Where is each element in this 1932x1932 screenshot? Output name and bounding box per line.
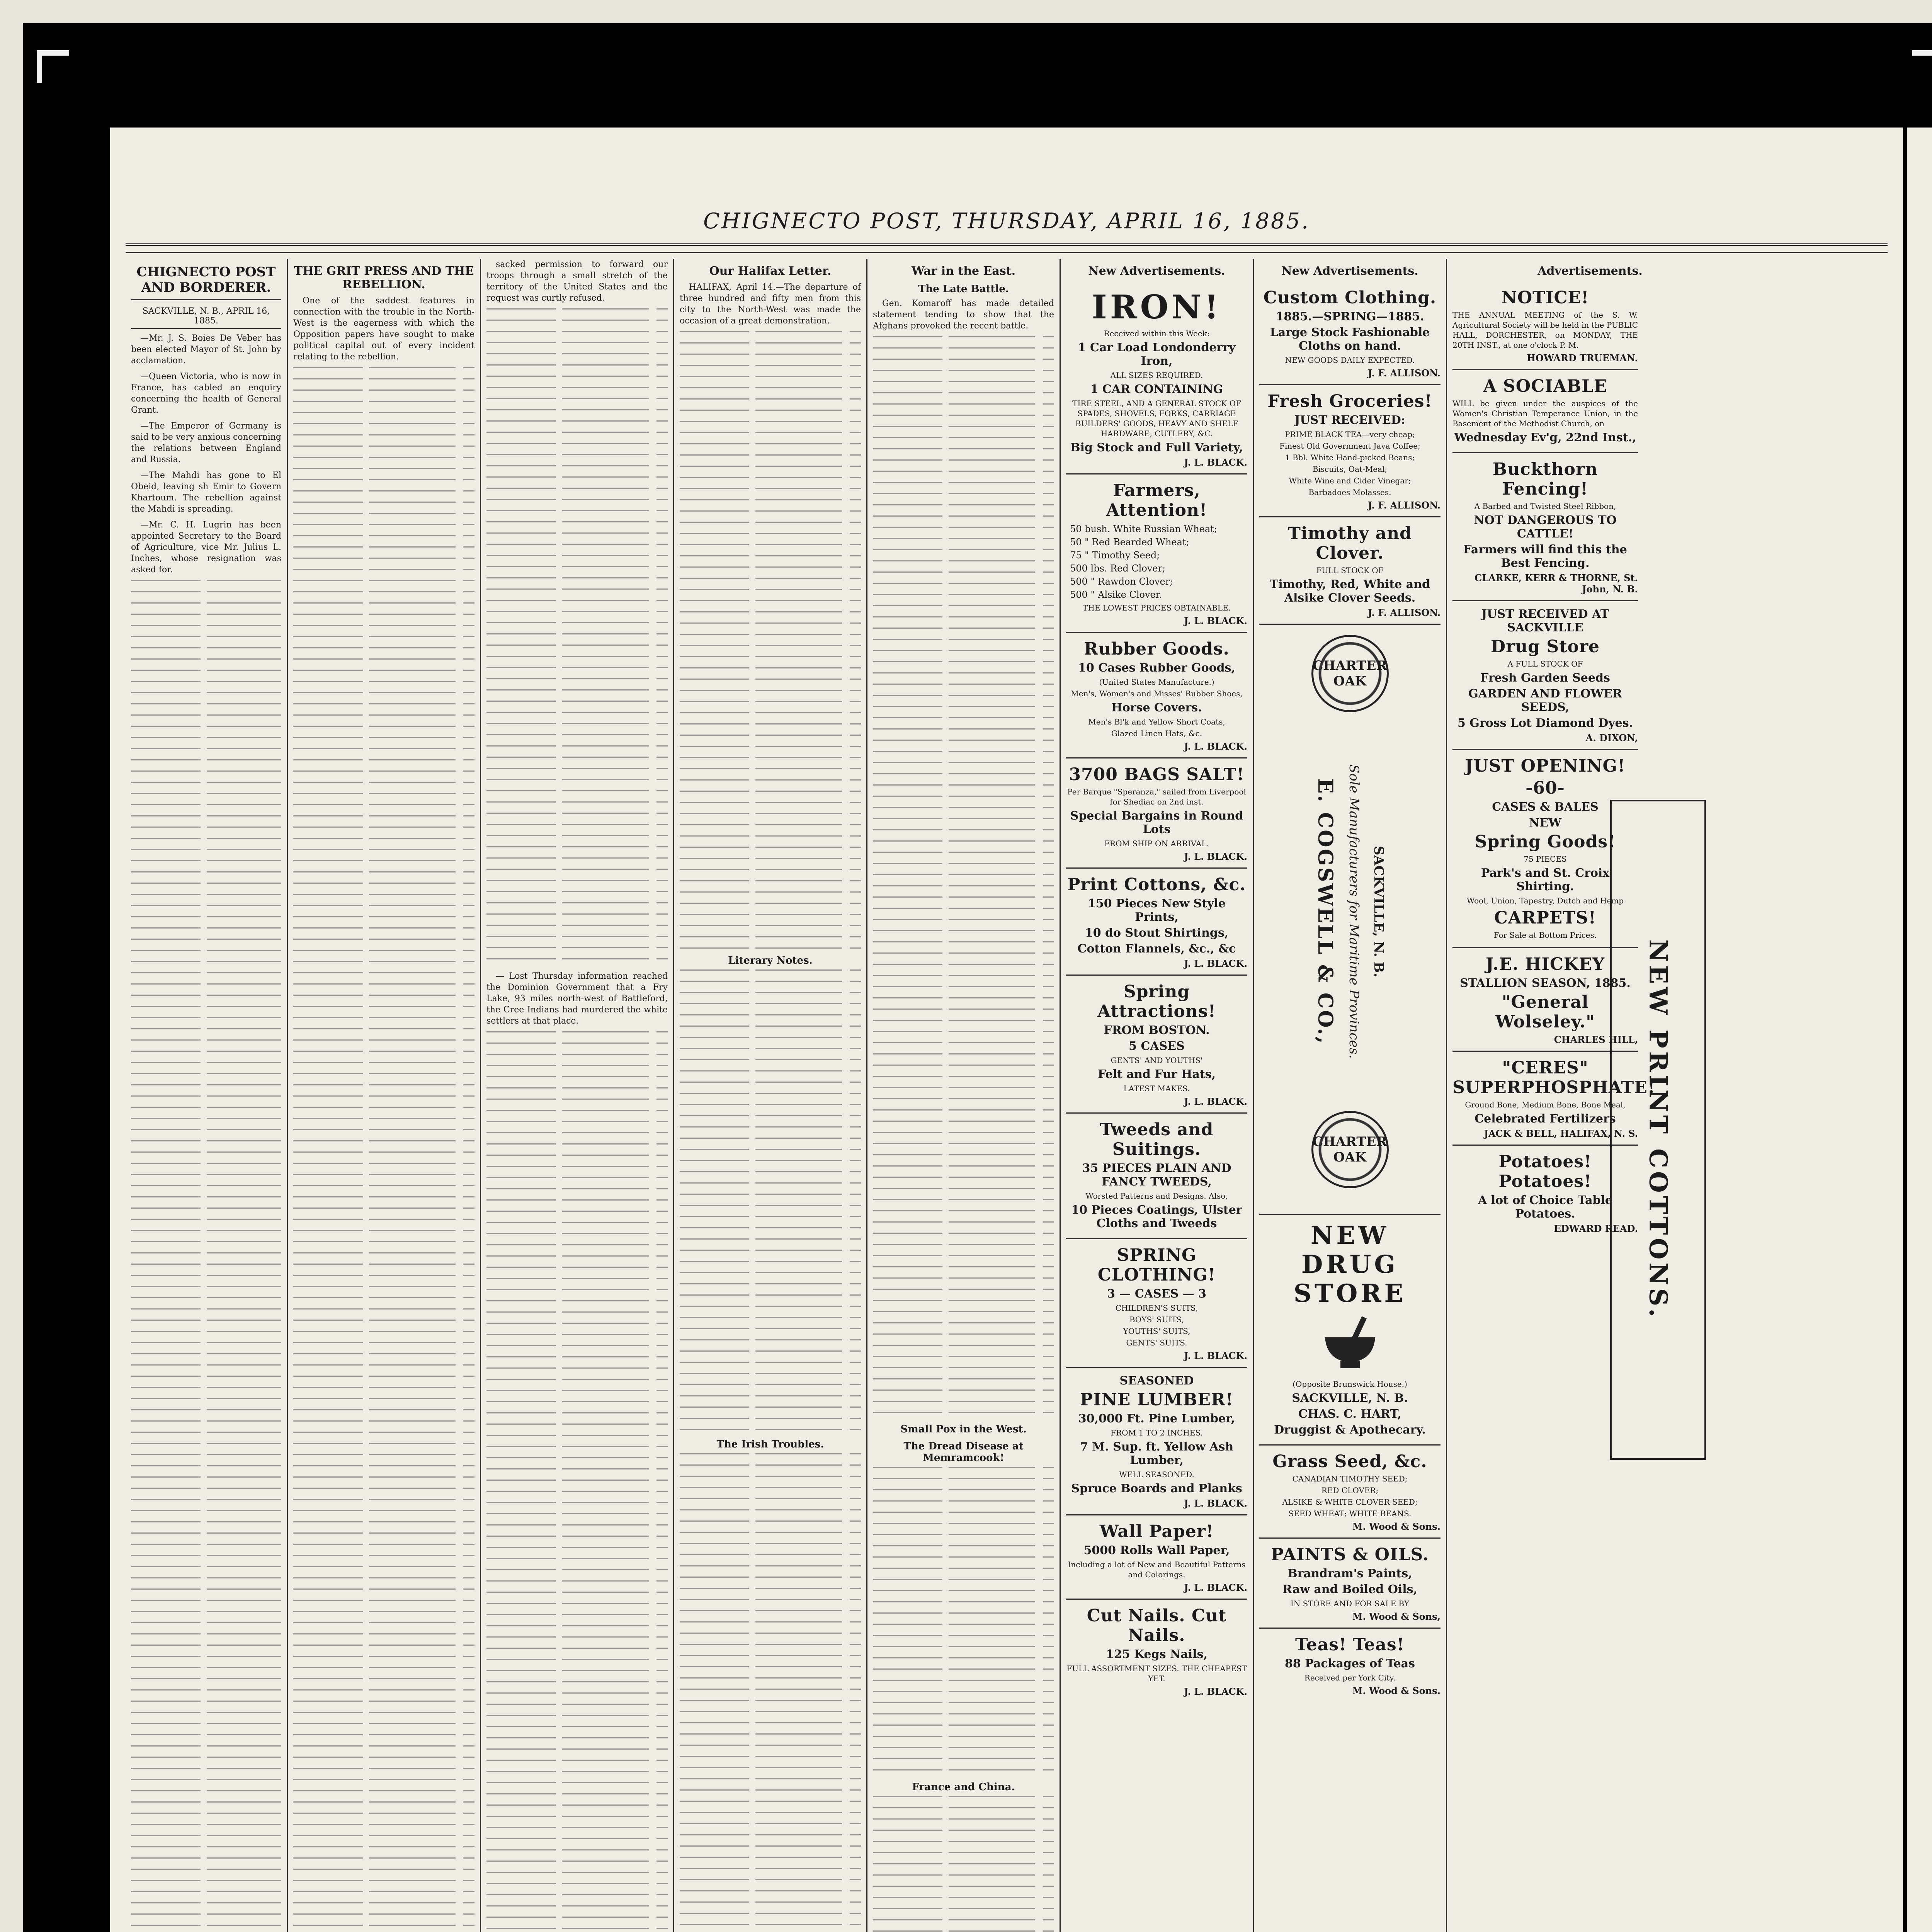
article-paragraph: One of the saddest features in connection with the trouble in the North-West is the eagerness with which the Opposition papers have sought to make political capital out of every incident relating to the rebellion. — [293, 296, 474, 362]
masthead: CHIGNECTO POST, THURSDAY, APRIL 16, 1885. — [703, 209, 1310, 234]
ad-line: TIRE STEEL, AND A GENERAL STOCK OF SPADES, SHOVELS, FORKS, CARRIAGE BUILDERS' GOODS, HEAVY AND SHELF HARDWARE, CUTLERY, &C. — [1072, 399, 1241, 438]
vertical-banner — [1610, 800, 1706, 1460]
ad-headline: 3700 BAGS SALT! — [1069, 765, 1245, 784]
ad-signature: M. Wood & Sons. — [1352, 1685, 1440, 1696]
ad-cogswell-ranges — [1259, 625, 1440, 1215]
ad-line: Received per York City. — [1304, 1673, 1396, 1682]
ad-sackville-drug-store — [1452, 601, 1638, 750]
body-text-block — [680, 1453, 861, 1932]
columns — [126, 259, 1888, 1932]
ad-line: Received within this Week: — [1104, 329, 1210, 338]
ad-headline: Grass Seed, &c. — [1272, 1452, 1427, 1471]
ad-line: 500 lbs. Red Clover; — [1070, 563, 1166, 574]
ad-iron — [1066, 282, 1247, 474]
masthead-rule-thin — [126, 252, 1888, 253]
section-heading: Literary Notes. — [728, 955, 813, 966]
ad-sociable — [1452, 370, 1638, 453]
column-black-ads — [1061, 259, 1254, 1932]
ad-line: GARDEN AND FLOWER SEEDS, — [1468, 687, 1622, 714]
ad-line: JUST RECEIVED: — [1294, 413, 1405, 427]
body-text-block — [873, 336, 1054, 1418]
ad-signature: J. L. BLACK. — [1184, 457, 1247, 468]
article-paragraph: sacked permission to forward our troops through a small stretch of the territory of the United States and the request was curtly refused. — [486, 260, 668, 303]
ad-line: Timothy, Red, White and Alsike Clover Seeds. — [1270, 578, 1430, 605]
ad-line: Per Barque "Speranza," sailed from Liverpool for Shediac on 2nd inst. — [1067, 787, 1246, 806]
section-heading: The Irish Troubles. — [716, 1439, 824, 1450]
column-grit-press — [288, 259, 481, 1932]
ad-line: Felt and Fur Hats, — [1098, 1068, 1216, 1081]
body-text-block — [131, 580, 281, 1932]
ad-line: Cotton Flannels, &c., &c — [1077, 942, 1236, 956]
ad-headline: Fresh Groceries! — [1267, 391, 1432, 411]
ad-timothy-clover — [1259, 517, 1440, 625]
ad-headline: Custom Clothing. — [1263, 288, 1437, 308]
ad-headline: Potatoes! Potatoes! — [1498, 1152, 1592, 1191]
ad-line: Spring Goods! — [1475, 832, 1616, 852]
ad-headline: PINE LUMBER! — [1080, 1390, 1233, 1410]
ad-line: JUST RECEIVED AT SACKVILLE — [1481, 607, 1609, 634]
ad-line: FROM SHIP ON ARRIVAL. — [1104, 839, 1209, 848]
ad-cut-nails — [1066, 1600, 1247, 1702]
ad-line: Glazed Linen Hats, &c. — [1111, 729, 1202, 738]
ad-line: 88 Packages of Teas — [1285, 1657, 1415, 1670]
ad-line: BOYS' SUITS, — [1129, 1315, 1184, 1324]
ad-line: FROM 1 TO 2 INCHES. — [1111, 1428, 1203, 1437]
ad-paints-oils — [1259, 1539, 1440, 1629]
ad-line: THE LOWEST PRICES OBTAINABLE. — [1083, 603, 1231, 612]
column-editorial — [126, 259, 288, 1932]
ad-line: Including a lot of New and Beautiful Patterns and Colorings. — [1068, 1560, 1246, 1579]
ad-line: CANADIAN TIMOTHY SEED; — [1292, 1474, 1408, 1483]
vertical-banner-text: NEW PRINT COTTONS. — [1643, 939, 1673, 1320]
ad-line: 30,000 Ft. Pine Lumber, — [1078, 1412, 1235, 1425]
ad-line: Finest Old Government Java Coffee; — [1279, 441, 1420, 451]
ad-line: 35 PIECES PLAIN AND FANCY TWEEDS, — [1082, 1162, 1231, 1189]
masthead-rule — [126, 243, 1888, 246]
ad-wall-paper — [1066, 1515, 1247, 1600]
ad-line: NEW — [1529, 816, 1561, 830]
ad-line: Big Stock and Full Variety, — [1070, 441, 1243, 454]
column-news — [481, 259, 674, 1932]
ad-notice — [1452, 282, 1638, 370]
article-paragraph: — Lost Thursday information reached the Dominion Government that a Fry Lake, 93 miles north-west of Battleford, the Cree Indians had murdered the white settlers at that place. — [486, 971, 668, 1026]
ad-farmers — [1066, 474, 1247, 633]
ad-buckthorn-fencing — [1452, 453, 1638, 601]
body-text-block — [873, 1467, 1054, 1776]
ad-line: THE ANNUAL MEETING of the S. W. Agricultural Society will be held in the PUBLIC HALL, DORCHESTER, on MONDAY, THE 20TH INST., at one o'clock P. M. — [1452, 310, 1638, 350]
ad-line: NOT DANGEROUS TO CATTLE! — [1474, 514, 1617, 541]
ad-spring-attractions — [1066, 976, 1247, 1114]
ad-line: 10 Pieces Coatings, Ulster Cloths and Tweeds — [1071, 1203, 1242, 1230]
ad-headline: Tweeds and Suitings. — [1100, 1120, 1214, 1159]
cogswell-subtitle: Sole Manufacturers for Maritime Provinces. — [1346, 764, 1362, 1059]
ad-rubber-goods — [1066, 633, 1247, 759]
news-item: —Queen Victoria, who is now in France, has cabled an enquiry concerning the health of General Grant. — [131, 372, 281, 415]
section-heading: The Dread Disease at Memramcook! — [903, 1440, 1024, 1464]
ad-line: FROM BOSTON. — [1104, 1024, 1210, 1037]
ad-line: CHILDREN'S SUITS, — [1115, 1303, 1198, 1313]
ad-line: NEW GOODS DAILY EXPECTED. — [1285, 355, 1415, 365]
article-title: THE GRIT PRESS AND THE REBELLION. — [294, 264, 474, 291]
ad-headline: Rubber Goods. — [1084, 639, 1230, 659]
ad-signature: A. DIXON, — [1585, 732, 1638, 743]
ad-line: Barbadoes Molasses. — [1308, 488, 1391, 497]
ad-line: STALLION SEASON, 1885. — [1460, 976, 1631, 990]
section-heading: The Late Battle. — [918, 283, 1009, 295]
ad-line: (United States Manufacture.) — [1099, 677, 1214, 687]
ad-headline: PAINTS & OILS. — [1270, 1545, 1429, 1565]
ad-headline: Buckthorn Fencing! — [1492, 459, 1598, 499]
ad-signature: M. Wood & Sons. — [1352, 1521, 1440, 1532]
ad-line: CHAS. C. HART, — [1298, 1407, 1401, 1421]
ad-line: Celebrated Fertilizers — [1475, 1112, 1616, 1126]
ad-line: ALSIKE & WHITE CLOVER SEED; — [1282, 1497, 1418, 1507]
news-item: —The Mahdi has gone to El Obeid, leaving sh Emir to Govern Khartoum. The rebellion against the Mahdi is spreading. — [131, 471, 281, 514]
ad-headline: IRON! — [1092, 288, 1222, 326]
ad-line: 5000 Rolls Wall Paper, — [1083, 1544, 1230, 1557]
ad-headline: "CERES" SUPERPHOSPHATE! — [1452, 1058, 1656, 1097]
ad-headline: J.E. HICKEY — [1485, 954, 1605, 974]
body-text-block — [873, 1796, 1054, 1932]
body-text-block — [293, 367, 474, 1932]
ad-headline: Spring Attractions! — [1097, 982, 1216, 1021]
ad-headline: SPRING CLOTHING! — [1097, 1245, 1216, 1285]
ad-line: 50 " Red Bearded Wheat; — [1070, 537, 1189, 548]
ad-headline: Teas! Teas! — [1295, 1635, 1405, 1655]
ad-spring-clothing — [1066, 1239, 1247, 1368]
ad-line: 1 Bbl. White Hand-picked Beans; — [1285, 453, 1415, 462]
body-text-block — [680, 969, 861, 1433]
column-war-in-east — [867, 259, 1061, 1932]
news-item: —The Emperor of Germany is said to be very anxious concerning the relations between England and Russia. — [131, 421, 281, 464]
ad-line: 75 " Timothy Seed; — [1070, 550, 1160, 561]
ad-headline: NOTICE! — [1501, 288, 1589, 308]
editorial-dateline: SACKVILLE, N. B., APRIL 16, 1885. — [131, 304, 281, 329]
newspaper-page — [110, 128, 1903, 1932]
ad-line: Wednesday Ev'g, 22nd Inst., — [1454, 431, 1636, 444]
ad-signature: CHARLES HILL, — [1554, 1034, 1638, 1045]
ad-signature: J. L. BLACK. — [1184, 1582, 1247, 1593]
ad-signature: J. L. BLACK. — [1184, 1096, 1247, 1107]
ad-headline: JUST OPENING! — [1465, 756, 1626, 776]
ad-signature: CLARKE, KERR & THORNE, St. John, N. B. — [1475, 572, 1638, 595]
ad-line: CARPETS! — [1494, 908, 1597, 928]
ad-line: FULL STOCK OF — [1316, 566, 1384, 575]
cogswell-name: E. COGSWELL & CO., — [1313, 778, 1337, 1045]
ad-line: -60- — [1526, 778, 1565, 798]
column-title: New Advertisements. — [1088, 264, 1225, 278]
ad-line: SEASONED — [1119, 1374, 1194, 1388]
ad-signature: J. L. BLACK. — [1184, 851, 1247, 862]
article-title: War in the East. — [911, 264, 1016, 278]
ad-teas — [1259, 1629, 1440, 1702]
ad-line: "General Wolseley." — [1495, 992, 1595, 1032]
charter-oak-stamp: CHARTER OAK — [1311, 635, 1389, 712]
mortar-and-pestle-icon — [1319, 1314, 1381, 1372]
column-title: Advertisements. — [1537, 264, 1643, 278]
ad-signature: J. L. BLACK. — [1184, 1350, 1247, 1361]
ad-line: Large Stock Fashionable Cloths on hand. — [1270, 326, 1430, 353]
ad-pine-lumber — [1066, 1368, 1247, 1515]
ad-line: GENTS' AND YOUTHS' — [1111, 1056, 1203, 1065]
ad-line: Ground Bone, Medium Bone, Bone Meal, — [1465, 1100, 1626, 1109]
ad-custom-clothing — [1259, 282, 1440, 385]
ad-line: Raw and Boiled Oils, — [1282, 1583, 1417, 1596]
ad-line: 1 CAR CONTAINING — [1090, 383, 1223, 396]
body-text-block — [680, 331, 861, 949]
ad-headline: A SOCIABLE — [1483, 376, 1607, 396]
ad-signature: J. L. BLACK. — [1184, 1498, 1247, 1509]
ad-line: SACKVILLE, N. B. — [1292, 1391, 1408, 1405]
ad-signature: J. L. BLACK. — [1184, 615, 1247, 626]
ad-signature: J. L. BLACK. — [1184, 958, 1247, 969]
ad-line: YOUTHS' SUITS, — [1123, 1327, 1190, 1336]
ad-line: 3 — CASES — 3 — [1107, 1287, 1206, 1301]
ad-signature: J. F. ALLISON. — [1367, 500, 1440, 511]
ad-line: White Wine and Cider Vinegar; — [1289, 476, 1411, 485]
crop-mark-top-right — [1912, 50, 1932, 83]
ad-tweeds — [1066, 1114, 1247, 1239]
ad-line: 125 Kegs Nails, — [1106, 1648, 1208, 1661]
ad-line: WELL SEASONED. — [1119, 1470, 1194, 1479]
editorial-title: CHIGNECTO POST AND BORDERER. — [131, 264, 281, 300]
ad-line: (Opposite Brunswick House.) — [1293, 1379, 1407, 1389]
ad-line: Park's and St. Croix Shirting. — [1481, 866, 1610, 893]
column-title: New Advertisements. — [1281, 264, 1418, 278]
cogswell-town: SACKVILLE, N. B. — [1371, 845, 1386, 978]
body-text-block — [486, 1031, 668, 1932]
ad-line: PRIME BLACK TEA—very cheap; — [1285, 430, 1415, 439]
crop-mark-top-left — [37, 50, 69, 83]
ad-line: Men's Bl'k and Yellow Short Coats, — [1088, 717, 1225, 726]
ad-signature: EDWARD READ. — [1554, 1223, 1638, 1234]
ad-line: 5 CASES — [1129, 1039, 1185, 1053]
ad-line: Horse Covers. — [1111, 701, 1202, 714]
article-paragraph: HALIFAX, April 14.—The departure of three hundred and fifty men from this city to the North-West was made the occasion of a great demonstration. — [680, 282, 861, 326]
ad-line: Fresh Garden Seeds — [1480, 671, 1610, 685]
charter-oak-stamp: CHARTER OAK — [1311, 1111, 1389, 1188]
ad-line: 500 " Alsike Clover. — [1070, 589, 1162, 600]
ad-line: A FULL STOCK OF — [1507, 659, 1583, 668]
article-paragraph: Gen. Komaroff has made detailed statement tending to show that the Afghans provoked the recent battle. — [873, 299, 1054, 331]
ad-salt — [1066, 759, 1247, 869]
ad-line: For Sale at Bottom Prices. — [1493, 930, 1597, 940]
ad-headline: Wall Paper! — [1099, 1522, 1214, 1541]
column-allison-cogswell-ads — [1254, 259, 1447, 1932]
ad-grass-seed — [1259, 1446, 1440, 1539]
ad-line: 500 " Rawdon Clover; — [1070, 576, 1173, 587]
ad-line: FULL ASSORTMENT SIZES. THE CHEAPEST YET. — [1066, 1664, 1247, 1683]
ad-drug-store — [1259, 1215, 1440, 1446]
news-item: —Mr. C. H. Lugrin has been appointed Secretary to the Board of Agriculture, vice Mr. Julius L. Inches, whose resignation was asked for. — [131, 520, 281, 575]
ad-line: A lot of Choice Table Potatoes. — [1478, 1194, 1613, 1221]
ad-line: Druggist & Apothecary. — [1274, 1423, 1426, 1437]
ad-print-cottons — [1066, 869, 1247, 976]
ad-headline: Cut Nails. Cut Nails. — [1087, 1606, 1227, 1645]
ad-line: Wool, Union, Tapestry, Dutch and Hemp — [1466, 896, 1624, 905]
ad-line: 10 do Stout Shirtings, — [1085, 926, 1229, 940]
ad-signature: HOWARD TRUEMAN. — [1527, 352, 1638, 364]
section-heading: France and China. — [912, 1781, 1015, 1793]
ad-fresh-groceries — [1259, 385, 1440, 517]
ad-signature: M. Wood & Sons, — [1352, 1611, 1440, 1622]
ad-signature: J. F. ALLISON. — [1367, 607, 1440, 618]
ad-signature: J. F. ALLISON. — [1367, 367, 1440, 379]
ad-headline: Timothy and Clover. — [1288, 524, 1412, 563]
ad-line: IN STORE AND FOR SALE BY — [1290, 1599, 1410, 1608]
body-text-block — [486, 308, 668, 965]
ad-line: WILL be given under the auspices of the Women's Christian Temperance Union, in the Basement of the Methodist Church, on — [1452, 399, 1638, 428]
ad-line: Farmers will find this the Best Fencing. — [1463, 543, 1627, 570]
ad-line: 1 Car Load Londonderry Iron, — [1078, 341, 1236, 368]
ad-line: ALL SIZES REQUIRED. — [1110, 371, 1203, 380]
ad-line: 7 M. Sup. ft. Yellow Ash Lumber, — [1080, 1440, 1234, 1467]
ad-signature: JACK & BELL, HALIFAX, N. S. — [1484, 1128, 1638, 1139]
ad-line: 50 bush. White Russian Wheat; — [1070, 524, 1217, 534]
ad-line: 1885.—SPRING—1885. — [1276, 310, 1424, 323]
ad-line: Spruce Boards and Planks — [1071, 1482, 1242, 1495]
ad-line: GENTS' SUITS. — [1126, 1338, 1187, 1347]
ad-line: Worsted Patterns and Designs. Also, — [1085, 1191, 1228, 1201]
ad-headline: NEW DRUG STORE — [1293, 1221, 1406, 1308]
news-item: —Mr. J. S. Boies De Veber has been elected Mayor of St. John by acclamation. — [131, 333, 281, 366]
ad-signature: J. L. BLACK. — [1184, 1686, 1247, 1697]
ad-line: Special Bargains in Round Lots — [1070, 809, 1243, 836]
ad-line: 150 Pieces New Style Prints, — [1087, 897, 1226, 924]
section-heading: Small Pox in the West. — [900, 1423, 1027, 1435]
ad-headline: Drug Store — [1490, 637, 1600, 656]
ad-line: Biscuits, Oat-Meal; — [1312, 464, 1388, 474]
ad-headline: Print Cottons, &c. — [1067, 875, 1246, 895]
column-notices — [1447, 259, 1733, 1932]
ad-line: CASES & BALES — [1492, 800, 1599, 814]
adjacent-page-edge — [1907, 128, 1932, 1932]
ad-line: SEED WHEAT; WHITE BEANS. — [1288, 1509, 1412, 1518]
ad-line: A Barbed and Twisted Steel Ribbon, — [1474, 502, 1616, 511]
column-halifax-letter — [674, 259, 867, 1932]
ad-line: Men's, Women's and Misses' Rubber Shoes, — [1071, 689, 1243, 698]
ad-headline: Farmers, Attention! — [1106, 481, 1208, 520]
article-title: Our Halifax Letter. — [709, 264, 832, 278]
ad-line: LATEST MAKES. — [1123, 1084, 1190, 1093]
ad-line: Brandram's Paints, — [1287, 1567, 1412, 1580]
ad-line: 10 Cases Rubber Goods, — [1078, 661, 1235, 675]
ad-line: 75 PIECES — [1524, 854, 1567, 864]
ad-signature: J. L. BLACK. — [1184, 741, 1247, 752]
ad-line: 5 Gross Lot Diamond Dyes. — [1457, 716, 1633, 730]
ad-line: RED CLOVER; — [1321, 1486, 1379, 1495]
